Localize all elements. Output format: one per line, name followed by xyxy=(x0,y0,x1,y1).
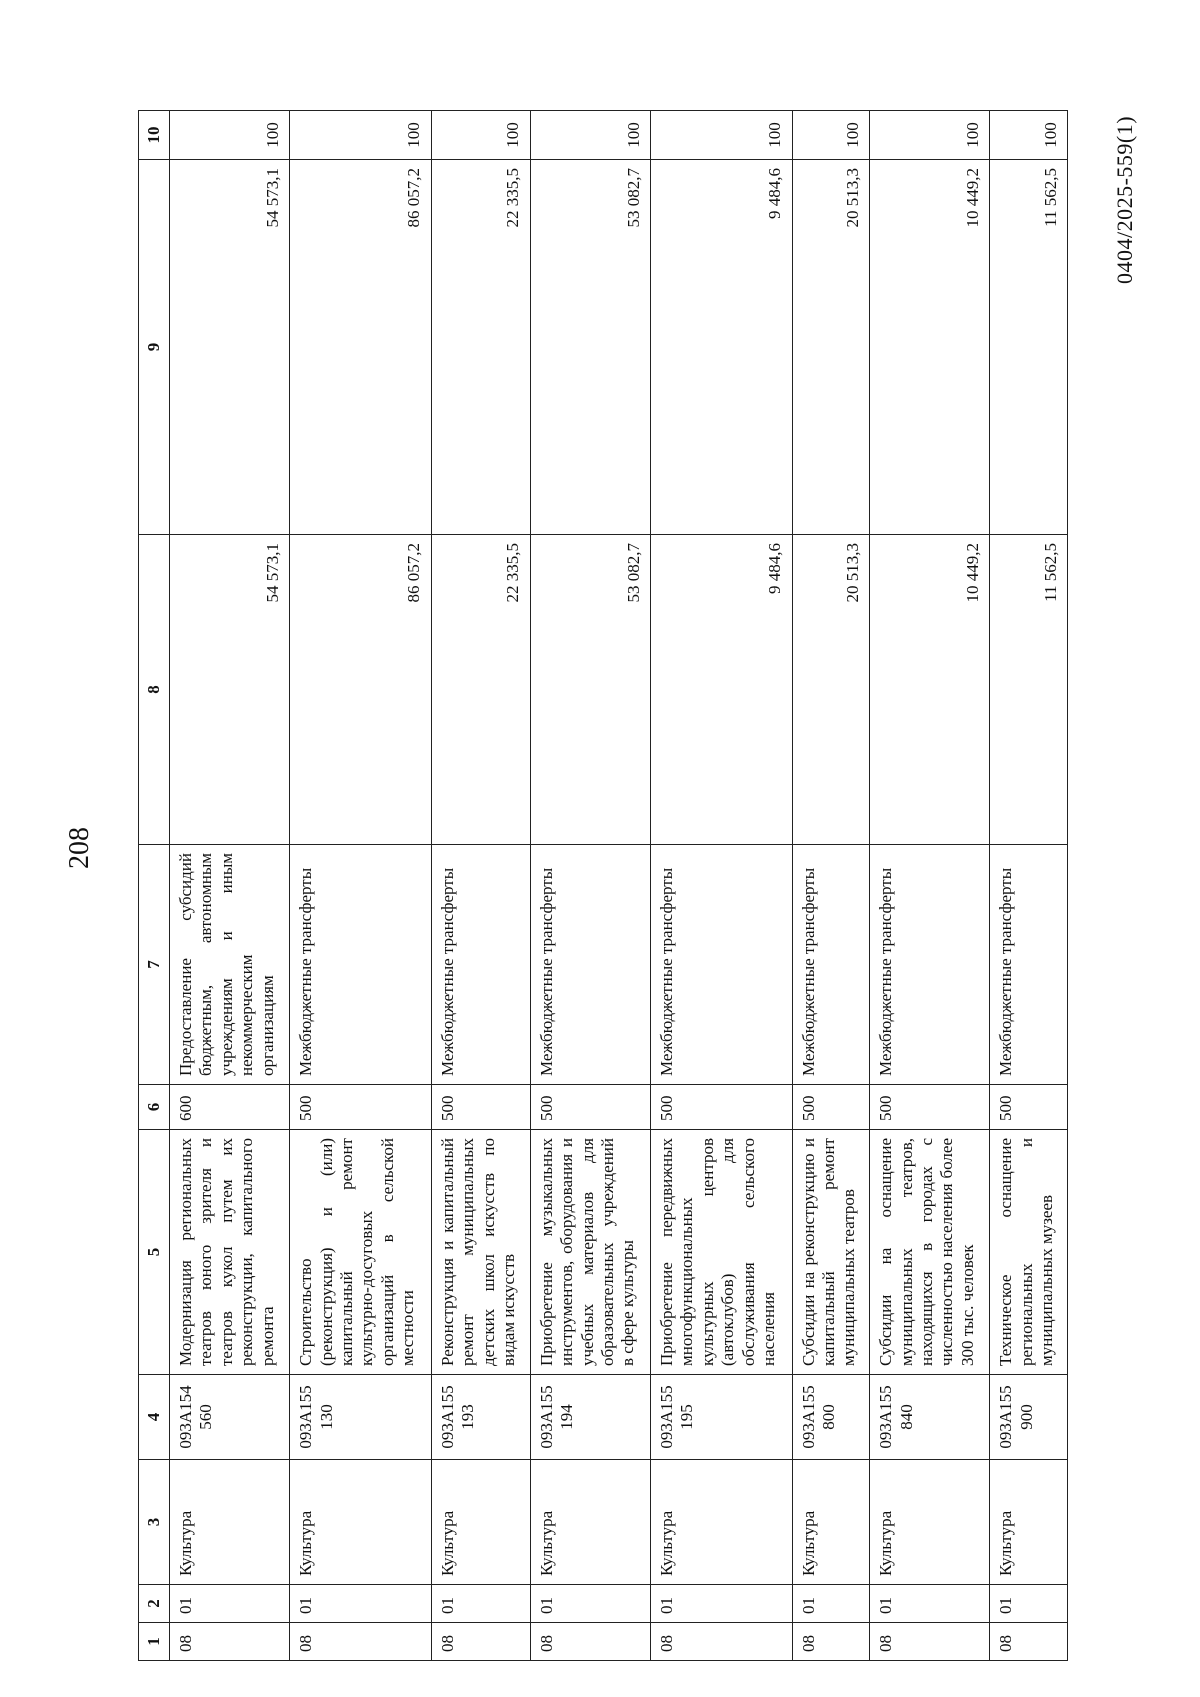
section-code: 08 xyxy=(650,1623,792,1661)
target-article-code: 093А155 800 xyxy=(792,1375,870,1460)
column-header: 2 xyxy=(139,1585,170,1623)
planned-amount: 11 562,5 xyxy=(990,535,1068,845)
budget-table xyxy=(138,110,1068,1661)
article-description: Субсидии на реконструкцию и капитальный ремонт муниципальных театров xyxy=(792,1130,870,1375)
executed-amount: 10 449,2 xyxy=(870,160,990,535)
execution-percent: 100 xyxy=(530,111,650,160)
subsection-code: 01 xyxy=(530,1585,650,1623)
expense-type-code: 500 xyxy=(870,1085,990,1130)
planned-amount: 86 057,2 xyxy=(290,535,432,845)
subsection-code: 01 xyxy=(290,1585,432,1623)
column-header: 3 xyxy=(139,1460,170,1585)
executed-amount: 53 082,7 xyxy=(530,160,650,535)
subsection-code: 01 xyxy=(990,1585,1068,1623)
executed-amount: 86 057,2 xyxy=(290,160,432,535)
section-name: Культура xyxy=(870,1460,990,1585)
document-id: 0404/2025-559(1) xyxy=(1112,115,1137,285)
table-row xyxy=(792,111,870,1661)
expense-type-code: 600 xyxy=(170,1085,290,1130)
expense-type-name: Межбюджетные трансферты xyxy=(290,845,432,1085)
table-row xyxy=(530,111,650,1661)
column-header: 4 xyxy=(139,1375,170,1460)
expense-type-name: Межбюджетные трансферты xyxy=(431,845,530,1085)
section-code: 08 xyxy=(170,1623,290,1661)
executed-amount: 20 513,3 xyxy=(792,160,870,535)
planned-amount: 10 449,2 xyxy=(870,535,990,845)
execution-percent: 100 xyxy=(870,111,990,160)
expense-type-name: Межбюджетные трансферты xyxy=(530,845,650,1085)
section-code: 08 xyxy=(870,1623,990,1661)
column-header: 6 xyxy=(139,1085,170,1130)
executed-amount: 9 484,6 xyxy=(650,160,792,535)
table-header-row xyxy=(139,111,170,1661)
article-description: Приобретение передвижных многофункциональных культурных центров (автоклубов) для обслуживания сельского населения xyxy=(650,1130,792,1375)
section-code: 08 xyxy=(990,1623,1068,1661)
subsection-code: 01 xyxy=(792,1585,870,1623)
executed-amount: 22 335,5 xyxy=(431,160,530,535)
execution-percent: 100 xyxy=(290,111,432,160)
column-header: 9 xyxy=(139,160,170,535)
target-article-code: 093А155 194 xyxy=(530,1375,650,1460)
executed-amount: 54 573,1 xyxy=(170,160,290,535)
section-name: Культура xyxy=(990,1460,1068,1585)
section-code: 08 xyxy=(431,1623,530,1661)
expense-type-code: 500 xyxy=(792,1085,870,1130)
column-header: 10 xyxy=(139,111,170,160)
execution-percent: 100 xyxy=(431,111,530,160)
subsection-code: 01 xyxy=(650,1585,792,1623)
article-description: Строительство (реконструкция) и (или) капитальный ремонт культурно-досуговых организаций в сельской местности xyxy=(290,1130,432,1375)
table-row xyxy=(431,111,530,1661)
section-name: Культура xyxy=(650,1460,792,1585)
expense-type-code: 500 xyxy=(990,1085,1068,1130)
planned-amount: 9 484,6 xyxy=(650,535,792,845)
subsection-code: 01 xyxy=(170,1585,290,1623)
planned-amount: 54 573,1 xyxy=(170,535,290,845)
article-description: Техническое оснащение региональных и муниципальных музеев xyxy=(990,1130,1068,1375)
section-name: Культура xyxy=(431,1460,530,1585)
target-article-code: 093А155 193 xyxy=(431,1375,530,1460)
section-name: Культура xyxy=(290,1460,432,1585)
column-header: 8 xyxy=(139,535,170,845)
execution-percent: 100 xyxy=(170,111,290,160)
target-article-code: 093А155 130 xyxy=(290,1375,432,1460)
budget-table-container xyxy=(138,111,1068,1661)
expense-type-code: 500 xyxy=(431,1085,530,1130)
table-row xyxy=(170,111,290,1661)
subsection-code: 01 xyxy=(870,1585,990,1623)
planned-amount: 53 082,7 xyxy=(530,535,650,845)
article-description: Модернизация региональных театров юного зрителя и театров кукол путем их реконструкции, капитального ремонта xyxy=(170,1130,290,1375)
expense-type-name: Межбюджетные трансферты xyxy=(650,845,792,1085)
section-name: Культура xyxy=(792,1460,870,1585)
executed-amount: 11 562,5 xyxy=(990,160,1068,535)
column-header: 7 xyxy=(139,845,170,1085)
target-article-code: 093А154 560 xyxy=(170,1375,290,1460)
planned-amount: 22 335,5 xyxy=(431,535,530,845)
expense-type-code: 500 xyxy=(530,1085,650,1130)
table-row xyxy=(290,111,432,1661)
subsection-code: 01 xyxy=(431,1585,530,1623)
section-code: 08 xyxy=(530,1623,650,1661)
section-name: Культура xyxy=(530,1460,650,1585)
execution-percent: 100 xyxy=(990,111,1068,160)
target-article-code: 093А155 195 xyxy=(650,1375,792,1460)
table-row xyxy=(870,111,990,1661)
expense-type-name: Межбюджетные трансферты xyxy=(870,845,990,1085)
target-article-code: 093А155 840 xyxy=(870,1375,990,1460)
execution-percent: 100 xyxy=(792,111,870,160)
expense-type-name: Предоставление субсидий бюджетным, автономным учреждениям и иным некоммерческим организациям xyxy=(170,845,290,1085)
expense-type-code: 500 xyxy=(290,1085,432,1130)
expense-type-name: Межбюджетные трансферты xyxy=(792,845,870,1085)
planned-amount: 20 513,3 xyxy=(792,535,870,845)
section-name: Культура xyxy=(170,1460,290,1585)
expense-type-name: Межбюджетные трансферты xyxy=(990,845,1068,1085)
column-header: 1 xyxy=(139,1623,170,1661)
table-row xyxy=(650,111,792,1661)
article-description: Реконструкция и капитальный ремонт муниципальных детских школ искусств по видам искусств xyxy=(431,1130,530,1375)
section-code: 08 xyxy=(792,1623,870,1661)
execution-percent: 100 xyxy=(650,111,792,160)
expense-type-code: 500 xyxy=(650,1085,792,1130)
section-code: 08 xyxy=(290,1623,432,1661)
article-description: Приобретение музыкальных инструментов, оборудования и учебных материалов для образовательных учреждений в сфере культуры xyxy=(530,1130,650,1375)
table-row xyxy=(990,111,1068,1661)
page-number: 208 xyxy=(64,827,95,869)
column-header: 5 xyxy=(139,1130,170,1375)
article-description: Субсидии на оснащение муниципальных театров, находящихся в городах с численностью населения более 300 тыс. человек xyxy=(870,1130,990,1375)
target-article-code: 093А155 900 xyxy=(990,1375,1068,1460)
